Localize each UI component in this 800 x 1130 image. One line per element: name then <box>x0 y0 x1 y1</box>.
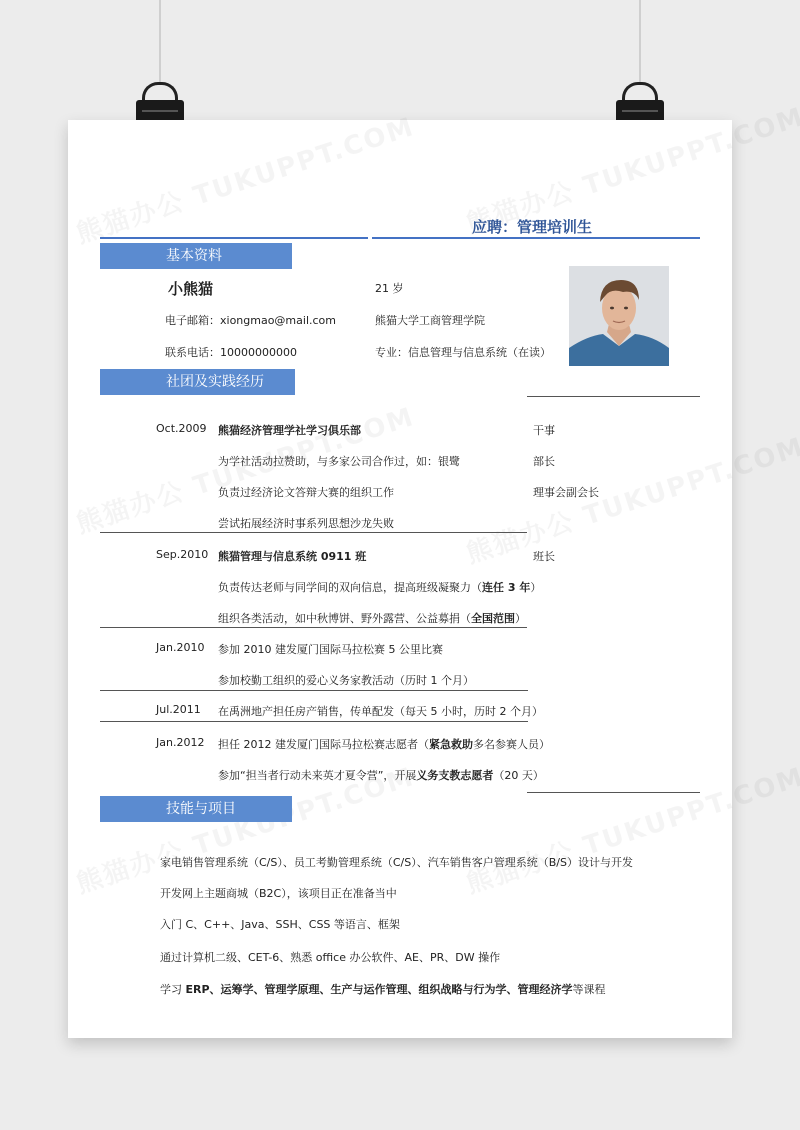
skill-item <box>160 949 500 965</box>
experience-line <box>218 484 394 500</box>
experience-line <box>218 515 394 531</box>
skill-item-segment: 家电销售管理系统（C/S）、员工考勤管理系统（C/S）、汽车销售客户管理系统（B/S）设计与开发 <box>160 856 633 869</box>
experience-line-segment: 负责过经济论文答辩大赛的组织工作 <box>218 486 394 499</box>
experience-line-segment: 担任 2012 建发厦门国际马拉松赛志愿者（ <box>218 738 429 751</box>
experience-line-segment: 尝试拓展经济时事系列思想沙龙失败 <box>218 517 394 530</box>
candidate-age: 21 岁 <box>375 282 404 295</box>
experience-line <box>218 672 474 688</box>
skill-item <box>160 916 400 932</box>
experience-line <box>218 453 460 469</box>
skill-item-segment: 入门 C、C++、Java、SSH、CSS 等语言、框架 <box>160 918 400 931</box>
experience-line-segment: 熊猫经济管理学社学习俱乐部 <box>218 424 361 437</box>
experience-line-segment: 在禹洲地产担任房产销售，传单配发（每天 5 小时，历时 2 个月） <box>218 705 543 718</box>
experience-divider <box>100 690 528 691</box>
experience-divider <box>100 627 527 628</box>
experience-date: Jul.2011 <box>156 703 201 716</box>
experience-line-segment: 多名参赛人员） <box>473 738 550 751</box>
skill-item <box>160 854 633 870</box>
experience-date: Jan.2012 <box>156 736 205 749</box>
section-skills-projects: 技能与项目 <box>100 796 292 822</box>
experience-divider <box>100 532 527 533</box>
experience-role: 理事会副会长 <box>533 486 599 499</box>
hang-line-left <box>159 0 161 85</box>
experience-line <box>218 422 361 438</box>
experience-line-segment: 参加“担当者行动未来英才夏令营”，开展 <box>218 769 417 782</box>
skill-item-segment: 通过计算机二级、CET-6、熟悉 office 办公软件、AE、PR、DW 操作 <box>160 951 501 964</box>
skill-item <box>160 885 397 901</box>
experience-role: 部长 <box>533 455 555 468</box>
experience-line-segment: ） <box>530 581 542 594</box>
experience-line-segment: 参加 2010 建发厦门国际马拉松赛 5 公里比赛 <box>218 643 443 656</box>
section-club-experience: 社团及实践经历 <box>100 369 295 395</box>
experience-line-segment: 义务支教志愿者 <box>416 769 494 782</box>
experience-line <box>218 610 526 626</box>
experience-line-segment: 为学社活动拉赞助，与多家公司合作过，如：银鹭 <box>218 455 460 468</box>
experience-line <box>218 641 443 657</box>
skill-item-segment: 学习 <box>160 983 186 996</box>
resume-page <box>68 120 732 1038</box>
candidate-phone: 联系电话：10000000000 <box>165 346 297 359</box>
experience-line-segment: （20 天） <box>493 769 544 782</box>
skill-item-segment: ERP、运筹学、管理学原理、生产与运作管理、组织战略与行为学、管理经济学 <box>185 983 573 996</box>
experience-line-segment: 组织各类活动，如中秋博饼、野外露营、公益募捐（ <box>218 612 471 625</box>
header-rule-right <box>372 237 700 239</box>
profile-photo <box>569 266 669 366</box>
experience-line <box>218 703 543 719</box>
skill-item <box>160 981 606 997</box>
experience-date: Sep.2010 <box>156 548 209 561</box>
role-column-rule <box>527 396 700 397</box>
experience-line-segment: ） <box>515 612 526 625</box>
experience-line <box>218 579 541 595</box>
experience-line <box>218 548 366 564</box>
watermark <box>71 106 419 250</box>
job-title: 应聘：管理培训生 <box>472 218 593 236</box>
skill-item-segment: 等课程 <box>572 983 606 996</box>
experience-role: 班长 <box>533 550 555 563</box>
experience-line-segment: 紧急救助 <box>429 738 473 751</box>
experience-line-segment: 熊猫管理与信息系统 0911 班 <box>218 550 367 563</box>
experience-date: Oct.2009 <box>156 422 207 435</box>
candidate-email: 电子邮箱：xiongmao@mail.com <box>165 314 336 327</box>
candidate-major: 专业：信息管理与信息系统（在读） <box>375 346 551 359</box>
hang-line-right <box>639 0 641 85</box>
experience-line-segment: 参加校勤工组织的爱心义务家教活动（历时 1 个月） <box>218 674 474 687</box>
experience-line <box>218 767 544 783</box>
candidate-school: 熊猫大学工商管理学院 <box>375 314 485 327</box>
experience-divider <box>100 721 528 722</box>
candidate-name: 小熊猫 <box>168 280 214 298</box>
experience-date: Jan.2010 <box>156 641 205 654</box>
experience-line-segment: 全国范围 <box>471 612 515 625</box>
experience-line-segment: 负责传达老师与同学间的双向信息，提高班级凝聚力（ <box>218 581 482 594</box>
experience-line <box>218 736 550 752</box>
experience-role: 干事 <box>533 424 555 437</box>
section-basic-info: 基本资料 <box>100 243 292 269</box>
experience-end-rule <box>527 792 700 793</box>
watermark <box>461 426 800 570</box>
header-rule-left <box>100 237 368 239</box>
skill-item-segment: 开发网上主题商城（B2C），该项目正在准备当中 <box>160 887 397 900</box>
experience-line-segment: 连任 3 年 <box>482 581 531 594</box>
